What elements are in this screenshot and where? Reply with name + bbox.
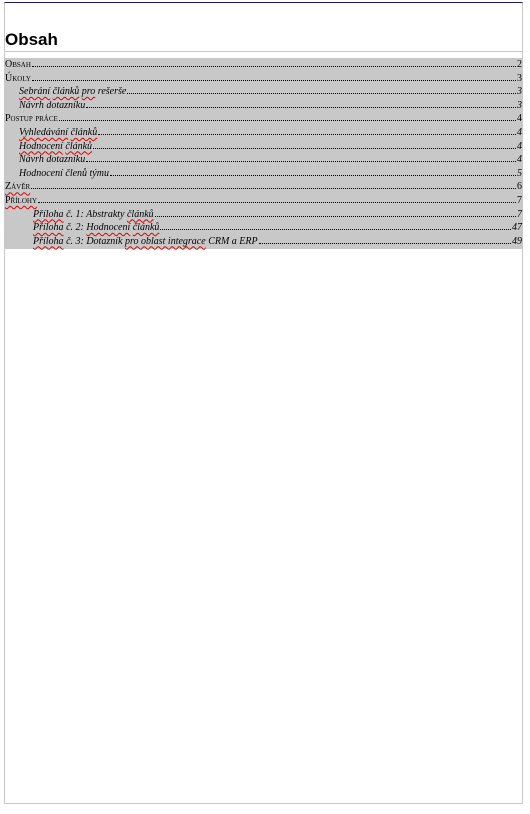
toc-entry[interactable] <box>5 140 522 154</box>
toc-page-number: 3 <box>517 99 522 111</box>
toc-entry-title-part: Závěr <box>5 181 31 193</box>
toc-page-number: 4 <box>517 140 522 152</box>
toc-page-number: 4 <box>517 126 522 138</box>
toc-entry[interactable] <box>5 112 522 126</box>
toc-dot-leader <box>155 215 516 217</box>
toc-entry-title-part: Vyhledávání <box>19 126 69 138</box>
toc-entry[interactable] <box>5 58 522 72</box>
toc-entry-title-part: Obsah <box>5 59 31 70</box>
toc-entry[interactable] <box>5 85 522 99</box>
toc-entry-title <box>5 180 30 194</box>
toc-dot-leader <box>59 119 516 121</box>
toc-entry[interactable] <box>5 126 522 140</box>
toc-entry[interactable] <box>5 180 522 194</box>
toc-entry-title-part: článků <box>52 86 80 98</box>
toc-entry-title <box>19 85 126 99</box>
toc-entry-title <box>33 221 159 235</box>
toc-page-number: 7 <box>517 208 522 220</box>
toc-page-number: 7 <box>517 194 522 206</box>
toc-entry[interactable] <box>5 153 522 167</box>
toc-dot-leader <box>38 201 516 203</box>
toc-entry-title <box>19 99 85 113</box>
toc-entry-title-part: Přílohy <box>5 194 38 206</box>
toc-heading: Obsah <box>5 30 58 49</box>
toc-entry-title-part: Hodnocení <box>86 222 131 234</box>
toc-entry-title-part: Návrh dotazníku <box>19 154 86 166</box>
toc-entry-title <box>19 153 85 167</box>
toc-dot-leader <box>259 242 511 244</box>
toc-entry-title-part: článků <box>132 222 160 234</box>
toc-entry-title-part: Sebrání <box>19 86 51 98</box>
heading-divider <box>5 51 522 52</box>
toc-dot-leader <box>32 79 516 81</box>
toc-page-number: 6 <box>517 181 522 193</box>
toc-page-number: 4 <box>517 154 522 166</box>
toc-page-number: 3 <box>517 86 522 98</box>
toc-entry-title-part: článků <box>65 140 93 152</box>
toc-entry-title <box>5 72 31 86</box>
toc-entry[interactable] <box>5 208 522 222</box>
toc-entry-title-part: rešerše <box>95 86 127 98</box>
toc-dot-leader <box>93 147 516 149</box>
toc-entry[interactable] <box>5 221 522 235</box>
toc-entry-title-part: Úkoly <box>5 72 31 84</box>
toc-page-number: 5 <box>517 167 522 179</box>
toc-dot-leader <box>86 160 516 162</box>
toc-dot-leader <box>98 133 516 135</box>
toc-page-number: 47 <box>512 222 522 234</box>
toc-entry-title-part: Hodnocení <box>19 140 63 152</box>
toc-dot-leader <box>110 174 516 176</box>
toc-entry-title <box>19 167 109 181</box>
toc-entry-title-part: pro <box>81 86 96 98</box>
toc-page-number: 2 <box>517 59 522 70</box>
toc-entry-title-part: č. 2: <box>63 222 87 234</box>
toc-entry-title-part: článků <box>70 126 98 138</box>
toc-entry-title-part: č. 3: Dotazník <box>63 235 125 247</box>
toc-page-number: 3 <box>517 72 522 84</box>
toc-entry-title <box>19 140 92 154</box>
toc-dot-leader <box>160 228 511 230</box>
toc-entry-title <box>5 58 31 72</box>
toc-entry[interactable] <box>5 235 522 249</box>
toc-entry-title-part: pro oblast integrace <box>124 235 206 247</box>
toc-entry-title-part: Příloha <box>33 222 64 234</box>
toc-entry[interactable] <box>5 99 522 113</box>
table-of-contents <box>5 58 522 249</box>
toc-page-number: 49 <box>512 235 522 247</box>
toc-entry-title <box>5 194 37 208</box>
toc-dot-leader <box>31 187 516 189</box>
toc-entry-title-part: Příloha <box>33 208 64 220</box>
toc-dot-leader <box>86 106 516 108</box>
toc-entry-title-part: Hodnocení členů týmu <box>19 167 109 179</box>
toc-entry[interactable] <box>5 194 522 208</box>
toc-page-number: 4 <box>517 113 522 125</box>
toc-entry[interactable] <box>5 72 522 86</box>
toc-entry-title-part: Postup práce <box>5 113 58 125</box>
toc-entry-title-part: článků <box>126 208 154 220</box>
toc-entry-title-part: Návrh dotazníku <box>19 99 86 111</box>
toc-entry-title <box>19 126 97 140</box>
toc-entry[interactable] <box>5 167 522 181</box>
toc-entry-title <box>33 235 258 249</box>
toc-entry-title-part: CRM a ERP <box>205 235 258 247</box>
document-page <box>4 2 523 804</box>
toc-entry-title <box>33 208 154 222</box>
toc-entry-title-part: č. 1: Abstrakty <box>63 208 127 220</box>
toc-entry-title-part: Příloha <box>33 235 64 247</box>
toc-dot-leader <box>32 65 516 67</box>
toc-entry-title <box>5 112 58 126</box>
toc-dot-leader <box>127 92 516 94</box>
